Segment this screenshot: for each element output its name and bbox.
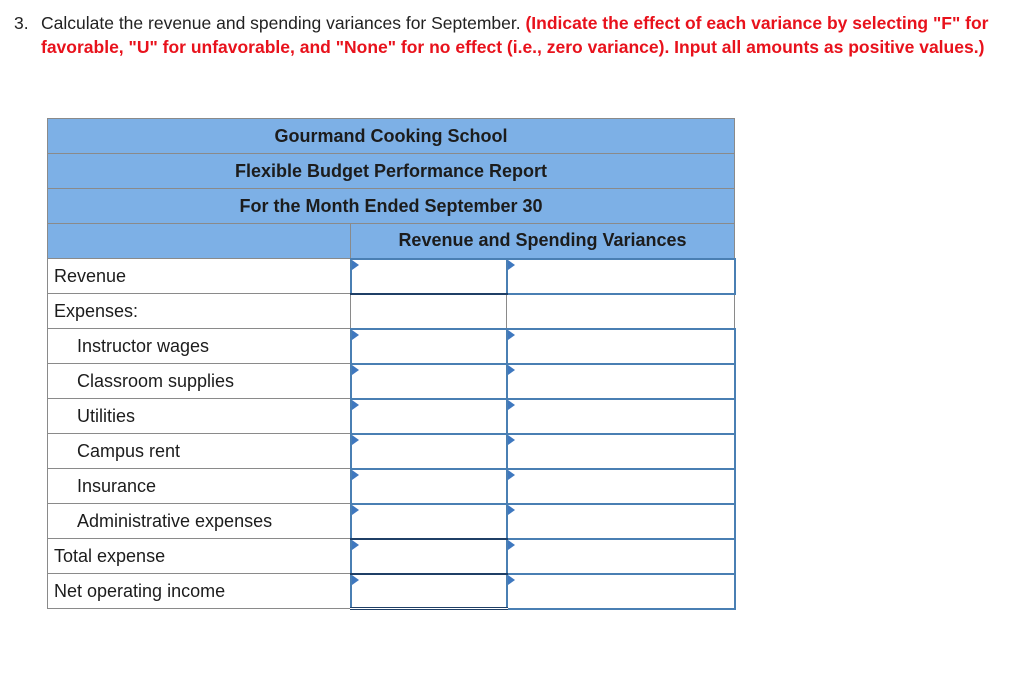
utilities-amount-input[interactable] <box>351 399 507 434</box>
dropdown-indicator-icon <box>508 435 515 445</box>
table-row <box>48 434 735 469</box>
report-period: For the Month Ended September 30 <box>48 189 735 224</box>
row-label-utilities: Utilities <box>48 399 351 434</box>
classroom-supplies-effect-select[interactable] <box>507 364 735 399</box>
total-expense-amount-input[interactable] <box>351 539 507 574</box>
performance-report-table <box>47 118 736 610</box>
dropdown-indicator-icon <box>508 365 515 375</box>
row-label-revenue: Revenue <box>48 259 351 294</box>
campus-rent-amount-input[interactable] <box>351 434 507 469</box>
table-row <box>48 259 735 294</box>
table-row <box>48 329 735 364</box>
label-column-header <box>48 224 351 259</box>
dropdown-indicator-icon <box>352 365 359 375</box>
report-header-company <box>48 119 735 154</box>
report-column-header-row <box>48 224 735 259</box>
dropdown-indicator-icon <box>352 575 359 585</box>
utilities-effect-select[interactable] <box>507 399 735 434</box>
report-title: Flexible Budget Performance Report <box>48 154 735 189</box>
dropdown-indicator-icon <box>352 505 359 515</box>
empty-cell <box>507 294 735 329</box>
dropdown-indicator-icon <box>508 330 515 340</box>
table-row <box>48 364 735 399</box>
row-label-administrative-expenses: Administrative expenses <box>48 504 351 539</box>
variances-column-header: Revenue and Spending Variances <box>351 224 735 259</box>
row-label-instructor-wages: Instructor wages <box>48 329 351 364</box>
dropdown-indicator-icon <box>352 540 359 550</box>
question <box>14 12 1004 59</box>
dropdown-indicator-icon <box>352 260 359 270</box>
instructor-wages-effect-select[interactable] <box>507 329 735 364</box>
row-label-expenses: Expenses: <box>48 294 351 329</box>
dropdown-indicator-icon <box>508 540 515 550</box>
table-row <box>48 469 735 504</box>
row-label-campus-rent: Campus rent <box>48 434 351 469</box>
company-name: Gourmand Cooking School <box>48 119 735 154</box>
dropdown-indicator-icon <box>508 575 515 585</box>
administrative-expenses-effect-select[interactable] <box>507 504 735 539</box>
table-row <box>48 574 735 609</box>
row-label-insurance: Insurance <box>48 469 351 504</box>
empty-cell <box>351 294 507 329</box>
total-expense-effect-select[interactable] <box>507 539 735 574</box>
campus-rent-effect-select[interactable] <box>507 434 735 469</box>
question-number: 3. <box>14 13 29 33</box>
instructor-wages-amount-input[interactable] <box>351 329 507 364</box>
report-header-period <box>48 189 735 224</box>
net-operating-income-amount-input[interactable] <box>351 574 507 609</box>
dropdown-indicator-icon <box>352 470 359 480</box>
administrative-expenses-amount-input[interactable] <box>351 504 507 539</box>
revenue-effect-select[interactable] <box>507 259 735 294</box>
table-row <box>48 399 735 434</box>
row-label-classroom-supplies: Classroom supplies <box>48 364 351 399</box>
table-row <box>48 539 735 574</box>
insurance-effect-select[interactable] <box>507 469 735 504</box>
table-row <box>48 504 735 539</box>
question-instruction: (Indicate the effect of each variance by selecting "F" for favorable, "U" for unfavorable, and "None" for no effect (i.e., zero variance). Input all amounts as positive values.) <box>41 13 989 57</box>
dropdown-indicator-icon <box>352 435 359 445</box>
dropdown-indicator-icon <box>508 260 515 270</box>
report-header-title <box>48 154 735 189</box>
table-row <box>48 294 735 329</box>
row-label-net-operating-income: Net operating income <box>48 574 351 609</box>
dropdown-indicator-icon <box>352 330 359 340</box>
question-text: Calculate the revenue and spending variances for September. <box>41 13 521 33</box>
dropdown-indicator-icon <box>508 505 515 515</box>
dropdown-indicator-icon <box>352 400 359 410</box>
revenue-amount-input[interactable] <box>351 259 507 294</box>
row-label-total-expense: Total expense <box>48 539 351 574</box>
dropdown-indicator-icon <box>508 400 515 410</box>
dropdown-indicator-icon <box>508 470 515 480</box>
net-operating-income-effect-select[interactable] <box>507 574 735 609</box>
insurance-amount-input[interactable] <box>351 469 507 504</box>
classroom-supplies-amount-input[interactable] <box>351 364 507 399</box>
question-text-block <box>41 12 1004 59</box>
